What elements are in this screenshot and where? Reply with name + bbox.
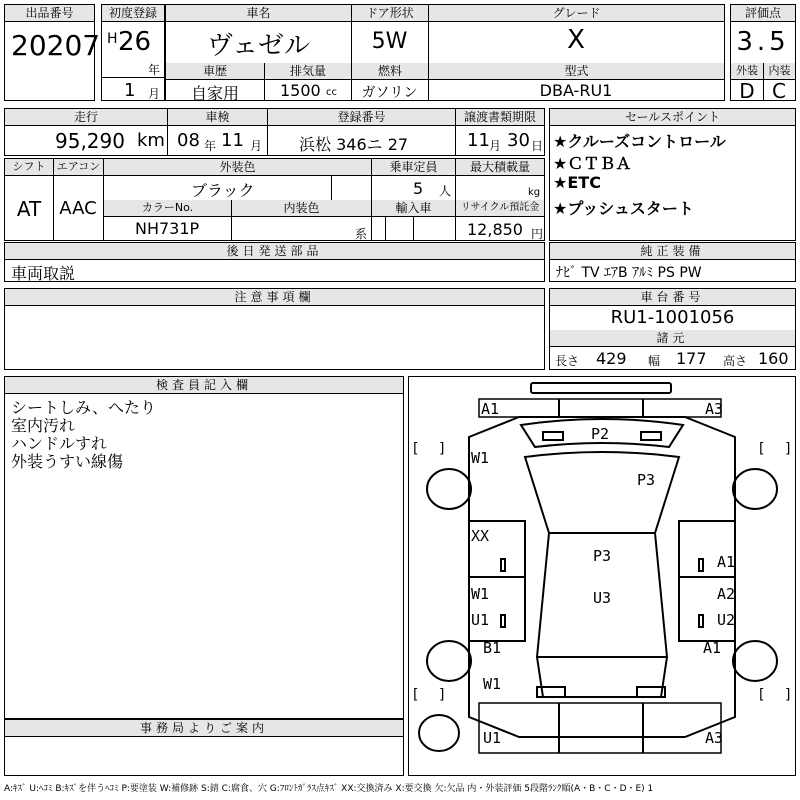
score-label: 評価点: [731, 5, 795, 22]
max-load-unit: kg: [528, 187, 541, 198]
era: H: [107, 31, 118, 47]
score: 3.5: [736, 27, 790, 57]
recycle-label: リサイクル預託金: [455, 200, 544, 217]
svg-text:[: [: [759, 441, 765, 457]
inspector-line: 外装うすい線傷: [11, 452, 124, 471]
mileage-label: 走行: [5, 109, 167, 126]
lot-label: 出品番号: [5, 5, 94, 22]
damage-mark: U3: [593, 589, 612, 607]
damage-mark: A3: [705, 729, 724, 747]
first-reg-box: [101, 4, 165, 101]
row2-box: [4, 108, 545, 156]
car-name: ヴェゼル: [207, 31, 310, 61]
displacement-label: 排気量: [264, 63, 351, 80]
history-label: 車歴: [166, 63, 264, 80]
reg-year: 26: [118, 27, 152, 57]
first-reg-label: 初度登録: [102, 5, 164, 22]
import-label: 輸入車: [371, 200, 455, 217]
inspector-line: 室内汚れ: [11, 416, 76, 435]
later-parts-label: 後日発送部品: [5, 243, 544, 260]
capacity-unit: 人: [439, 184, 452, 198]
length-label: 長さ: [555, 354, 580, 368]
displacement-unit: cc: [326, 87, 337, 98]
damage-mark: XX: [471, 527, 490, 545]
later-parts-box: [4, 242, 545, 282]
damage-mark: W1: [483, 675, 502, 693]
transfer-month-unit: 月: [489, 139, 502, 153]
int-color-label: 内装色: [231, 200, 371, 217]
mileage-unit: km: [137, 130, 165, 151]
ext-color: ブラック: [191, 181, 255, 200]
inspection-month-unit: 月: [250, 139, 263, 153]
damage-mark: U1: [471, 611, 490, 629]
transfer-label: 譲渡書類期限: [455, 109, 544, 126]
fuel: ガソリン: [361, 85, 418, 101]
aircon: AAC: [59, 198, 97, 219]
inspector-box: [4, 376, 404, 719]
reg-no-label: 登録番号: [267, 109, 455, 126]
width: 177: [676, 349, 707, 368]
svg-text:[: [: [413, 687, 419, 703]
model-code: DBA-RU1: [539, 81, 613, 100]
transfer-month: 11: [467, 130, 490, 151]
max-load-label: 最大積載量: [455, 159, 544, 176]
sales-point-item: ★ＣＴＢＡ: [553, 154, 632, 173]
grade-label: グレード: [428, 5, 724, 22]
damage-mark: U1: [483, 729, 502, 747]
door-type: 5W: [371, 29, 408, 54]
model-code-label: 型式: [428, 63, 724, 80]
svg-text:]: ]: [439, 687, 445, 703]
sales-point-item: ★ETC: [553, 173, 601, 192]
damage-mark: A1: [717, 553, 736, 571]
transfer-day: 30: [507, 130, 530, 151]
mileage: 95,290: [55, 129, 125, 153]
damage-mark: P3: [593, 547, 612, 565]
height: 160: [758, 349, 789, 368]
int-score: C: [772, 79, 786, 103]
capacity: 5: [413, 179, 424, 198]
score-box: [730, 4, 796, 101]
capacity-label: 乗車定員: [371, 159, 455, 176]
equipment-label: 純正装備: [550, 243, 795, 260]
aircon-label: エアコン: [53, 159, 103, 176]
recycle: 12,850: [467, 220, 523, 239]
ext-score: D: [739, 79, 755, 103]
damage-mark: W1: [471, 585, 490, 603]
notes-label: 注意事項欄: [5, 289, 544, 306]
sales-point-item: ★プッシュスタート: [553, 199, 694, 218]
svg-text:[: [: [413, 441, 419, 457]
lot-number: 20207: [11, 29, 101, 62]
damage-mark: A1: [481, 400, 500, 418]
int-color-suffix: 系: [355, 227, 368, 241]
inspector-line: ハンドルすれ: [11, 434, 108, 453]
inspection-year-unit: 年: [204, 139, 217, 153]
ext-score-label: 外装: [731, 63, 763, 80]
damage-mark: W1: [471, 449, 490, 467]
equipment-value: ﾅﾋﾞ TV ｴｱB ｱﾙﾐ PS PW: [556, 265, 702, 281]
inspector-label: 検査員記入欄: [5, 377, 403, 394]
lot-box: [4, 4, 101, 101]
inspection-label: 車検: [167, 109, 267, 126]
later-parts-value: 車両取説: [11, 264, 76, 283]
reg-month-unit: 月: [148, 87, 161, 101]
ext-color-label: 外装色: [103, 159, 371, 176]
fuel-label: 燃料: [351, 63, 428, 80]
inspector-line: シートしみ、へたり: [11, 398, 156, 417]
shift-label: シフト: [5, 159, 53, 176]
height-label: 高さ: [723, 354, 748, 368]
car-box: [165, 4, 725, 101]
legend: A:ｷｽﾞ U:ﾍｺﾐ B:ｷｽﾞを伴うﾍｺﾐ P:要塗装 W:補修跡 S:錆 C:腐食、穴 G:ﾌﾛﾝﾄｶﾞﾗｽ点ｷｽﾞ XX:交換済み X:要交換 欠:欠品 内・外装評価 5段階ﾗﾝｸ順(A・B・C・D・E) 1: [4, 784, 654, 794]
office-box: [4, 719, 404, 776]
dims-label: 諸元: [550, 330, 795, 347]
svg-text:]: ]: [439, 441, 445, 457]
transfer-day-unit: 日: [531, 139, 544, 153]
equipment-box: [549, 242, 796, 282]
history: 自家用: [190, 84, 239, 103]
chassis-label: 車台番号: [550, 289, 795, 306]
recycle-unit: 円: [531, 227, 544, 241]
damage-mark: A1: [703, 639, 722, 657]
damage-mark: B1: [483, 639, 502, 657]
car-name-label: 車名: [166, 5, 351, 22]
damage-mark: P2: [591, 425, 610, 443]
sales-point-item: ★クルーズコントロール: [553, 132, 726, 151]
color-no-label: カラーNo.: [103, 200, 231, 217]
damage-mark: A2: [717, 585, 736, 603]
sales-points-label: セールスポイント: [550, 109, 795, 126]
width-label: 幅: [648, 354, 661, 368]
svg-text:[: [: [759, 687, 765, 703]
int-score-label: 内装: [763, 63, 795, 80]
length: 429: [596, 349, 627, 368]
sales-points-box: [549, 108, 796, 241]
shift: AT: [16, 197, 42, 221]
chassis-number: RU1-1001056: [610, 307, 735, 328]
grade: X: [567, 25, 585, 55]
svg-text:]: ]: [785, 687, 791, 703]
inspection-year: 08: [177, 130, 200, 151]
damage-mark: P3: [637, 471, 656, 489]
reg-year-unit: 年: [148, 63, 161, 77]
reg-month: 1: [124, 80, 136, 101]
row3-box: [4, 158, 545, 241]
damage-mark: A3: [705, 400, 724, 418]
door-label: ドア形状: [351, 5, 428, 22]
chassis-box: [549, 288, 796, 370]
inspection-month: 11: [221, 130, 244, 151]
damage-mark: U2: [717, 611, 736, 629]
office-label: 事務局よりご案内: [5, 720, 403, 737]
color-no: NH731P: [135, 219, 200, 238]
svg-text:]: ]: [785, 441, 791, 457]
notes-box: [4, 288, 545, 370]
reg-no: 浜松 346ニ 27: [299, 135, 409, 154]
displacement: 1500: [280, 81, 321, 100]
car-diagram-box: [408, 376, 796, 776]
